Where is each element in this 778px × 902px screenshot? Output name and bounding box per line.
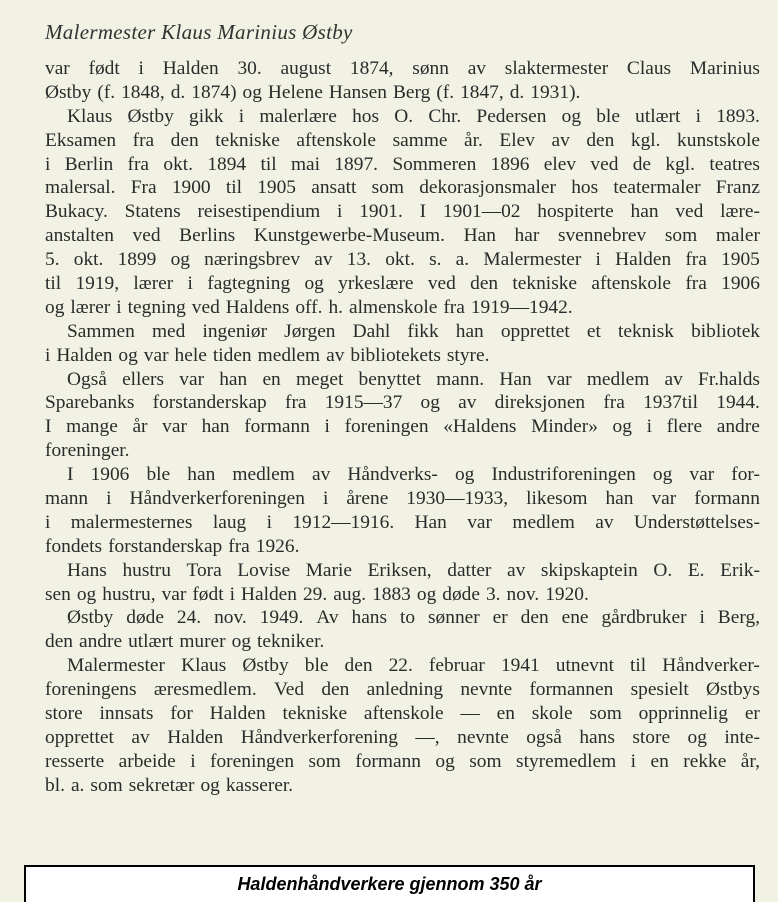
- footer-title: Haldenhåndverkere gjennom 350 år: [237, 874, 542, 894]
- text-line: opprettet av Halden Håndverkerforening —, nevnte også hans store og inte-: [45, 726, 760, 748]
- text-line: den andre utlært murer og tekniker.: [45, 631, 325, 653]
- text-line: i Berlin fra okt. 1894 til mai 1897. Sommeren 1896 elev ved de kgl. teatres: [45, 153, 760, 175]
- text-line: foreninger.: [45, 440, 130, 462]
- text-line: sen og hustru, var født i Halden 29. aug. 1883 og døde 3. nov. 1920.: [45, 583, 589, 605]
- text-line: Også ellers var han en meget benyttet mann. Han var medlem av Fr.halds: [67, 368, 760, 390]
- text-line: foreningens æresmedlem. Ved den anledning nevnte formannen spesielt Østbys: [45, 679, 760, 701]
- text-line: Sammen med ingeniør Jørgen Dahl fikk han opprettet et teknisk bibliotek: [67, 320, 760, 342]
- text-line: i Halden og var hele tiden medlem av bibliotekets styre.: [45, 344, 490, 366]
- text-line: Hans hustru Tora Lovise Marie Eriksen, datter av skipskaptein O. E. Erik-: [67, 559, 760, 581]
- text-line: Østby døde 24. nov. 1949. Av hans to sønner er den ene gårdbruker i Berg,: [67, 607, 760, 629]
- text-line: mann i Håndverkerforeningen i årene 1930—1933, likesom han var formann: [45, 488, 760, 510]
- text-line: Østby (f. 1848, d. 1874) og Helene Hansen Berg (f. 1847, d. 1931).: [45, 81, 581, 103]
- text-line: i malermesternes laug i 1912—1916. Han var medlem av Understøttelses-: [45, 511, 760, 533]
- text-line: bl. a. som sekretær og kasserer.: [45, 774, 294, 796]
- text-line: anstalten ved Berlins Kunstgewerbe-Museum. Han har svennebrev som maler: [45, 225, 760, 247]
- text-line: store innsats for Halden tekniske aftenskole — en skole som opprinnelig er: [45, 703, 760, 725]
- text-line: Sparebanks forstanderskap fra 1915—37 og av direksjonen fra 1937til 1944.: [45, 392, 760, 414]
- text-line: I mange år var han formann i foreningen «Haldens Minder» og i flere andre: [45, 416, 760, 438]
- text-line: fondets forstanderskap fra 1926.: [45, 535, 300, 557]
- text-line: og lærer i tegning ved Haldens off. h. almenskole fra 1919—1942.: [45, 296, 573, 318]
- biography-body: [45, 57, 760, 798]
- biography-heading: Malermester Klaus Marinius Østby: [45, 20, 353, 44]
- text-line: Bukacy. Statens reisestipendium i 1901. I 1901—02 hospiterte han ved lære-: [45, 201, 760, 223]
- footer-banner: [24, 865, 755, 902]
- text-line: 5. okt. 1899 og næringsbrev av 13. okt. s. a. Malermester i Halden fra 1905: [45, 249, 760, 271]
- text-line: resserte arbeide i foreningen som formann og som styremedlem i en rekke år,: [45, 750, 760, 772]
- text-line: malersal. Fra 1900 til 1905 ansatt som dekorasjonsmaler hos teatermaler Franz: [45, 177, 760, 199]
- text-line: var født i Halden 30. august 1874, sønn av slaktermester Claus Marinius: [45, 58, 760, 79]
- text-line: Malermester Klaus Østby ble den 22. februar 1941 utnevnt til Håndverker-: [67, 655, 760, 677]
- text-line: til 1919, lærer i fagtegning og yrkeslære ved den tekniske aftenskole fra 1906: [45, 273, 760, 295]
- text-line: Eksamen fra den tekniske aftenskole samme år. Elev av den kgl. kunstskole: [45, 129, 760, 151]
- text-line: I 1906 ble han medlem av Håndverks- og Industriforeningen og var for-: [67, 464, 760, 486]
- text-line: Klaus Østby gikk i malerlære hos O. Chr. Pedersen og ble utlært i 1893.: [67, 105, 760, 127]
